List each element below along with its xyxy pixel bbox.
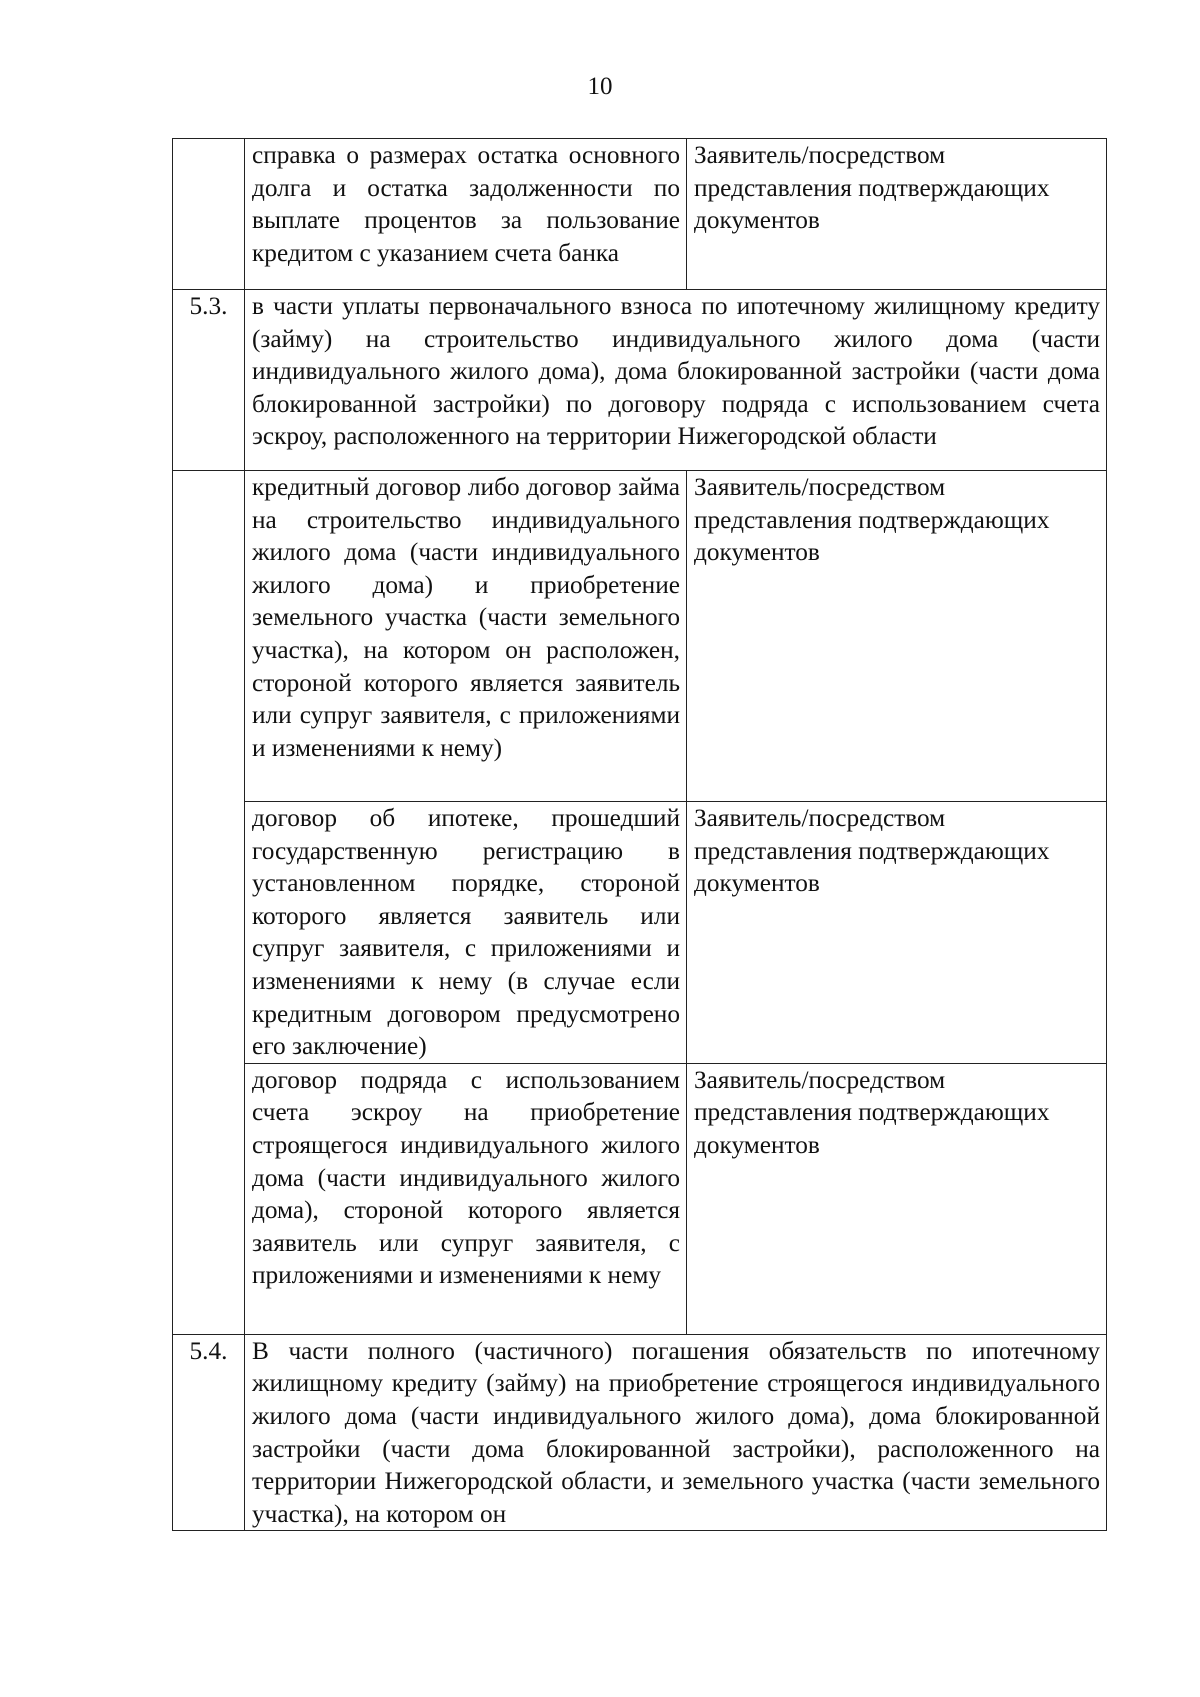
row-number-cell <box>173 139 245 290</box>
source-cell: Заявитель/посредством представления подтверждающих документов <box>687 802 1107 1064</box>
document-cell: договор об ипотеке, прошедший государственную регистрацию в установленном порядке, стороной которого является заявитель или супруг заявителя, с приложениями и изменениями к нему (в случае если кредитным договором предусмотрено его заключение) <box>245 802 687 1064</box>
document-cell: справка о размерах остатка основного долга и остатка задолженности по выплате процентов за пользование кредитом с указанием счета банка <box>245 139 687 290</box>
table-row <box>173 1063 1107 1334</box>
section-text: в части уплаты первоначального взноса по ипотечному жилищному кредиту (займу) на строительство индивидуального жилого дома (части индивидуального жилого дома), дома блокированной застройки (части дома блокированной застройки) по договору подряда с использованием счета эскроу, расположенного на территории Нижегородской области <box>245 290 1107 471</box>
section-row <box>173 290 1107 471</box>
table-row <box>173 802 1107 1064</box>
section-row <box>173 1334 1107 1531</box>
documents-table <box>172 138 1107 1531</box>
document-cell: кредитный договор либо договор займа на строительство индивидуального жилого дома (части индивидуального жилого дома) и приобретение земельного участка (части земельного участка), на котором он расположен, стороной которого является заявитель или супруг заявителя, с приложениями и изменениями к нему) <box>245 471 687 802</box>
section-number: 5.3. <box>173 290 245 471</box>
source-cell: Заявитель/посредством представления подтверждающих документов <box>687 1063 1107 1334</box>
source-cell: Заявитель/посредством представления подтверждающих документов <box>687 139 1107 290</box>
page-number: 10 <box>587 73 613 100</box>
section-number: 5.4. <box>173 1334 245 1531</box>
document-cell: договор подряда с использованием счета эскроу на приобретение строящегося индивидуального жилого дома (части индивидуального жилого дома), стороной которого является заявитель или супруг заявителя, с приложениями и изменениями к нему <box>245 1063 687 1334</box>
table-row <box>173 139 1107 290</box>
table-row <box>173 471 1107 802</box>
section-text: В части полного (частичного) погашения обязательств по ипотечному жилищному кредиту (займу) на приобретение строящегося индивидуального жилого дома (части индивидуального жилого дома), дома блокированной застройки (части дома блокированной застройки), расположенного на территории Нижегородской области, и земельного участка (части земельного участка), на котором он <box>245 1334 1107 1531</box>
row-number-cell <box>173 471 245 1335</box>
source-cell: Заявитель/посредством представления подтверждающих документов <box>687 471 1107 802</box>
